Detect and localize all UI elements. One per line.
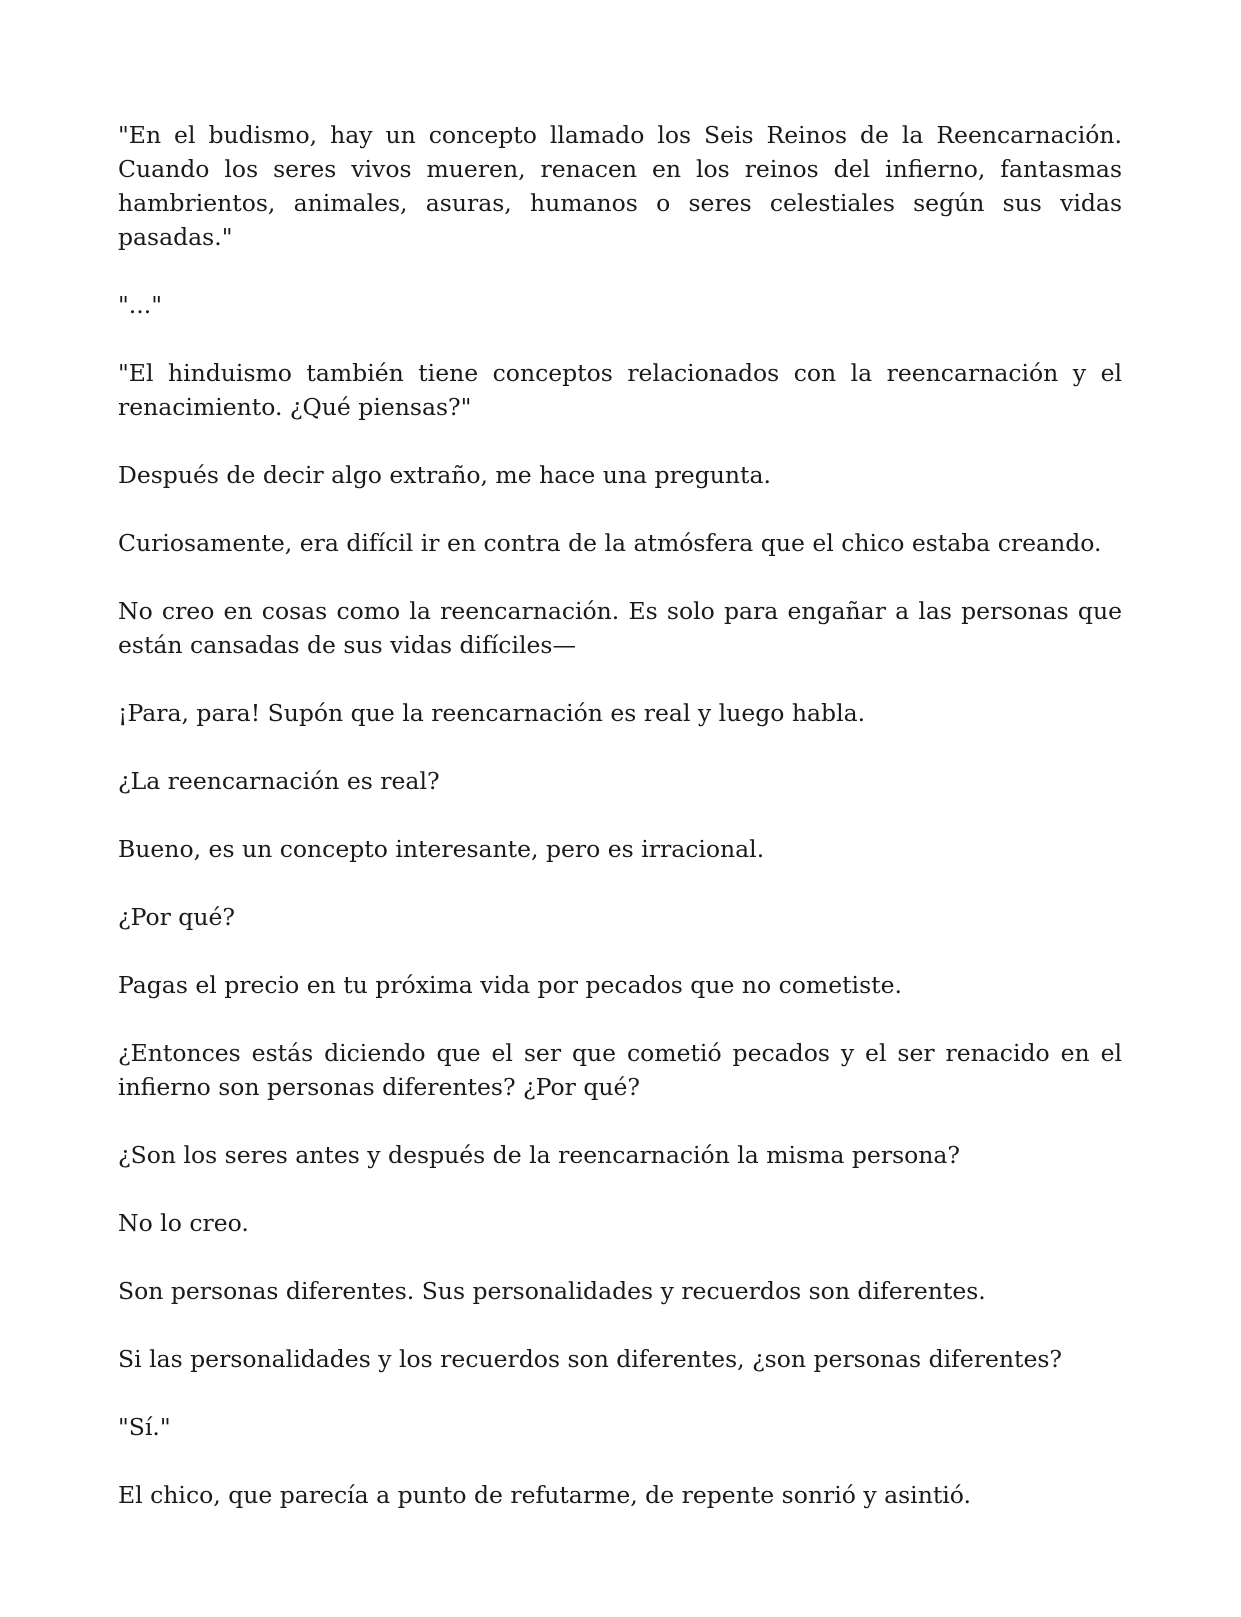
paragraph-18: El chico, que parecía a punto de refutarme, de repente sonrió y asintió. [118,1481,971,1509]
paragraph-6: No creo en cosas como la reencarnación. Es solo para engañar a las personas que están cansadas de sus vidas difíciles— [118,597,1122,659]
paragraph-16: Si las personalidades y los recuerdos son diferentes, ¿son personas diferentes? [118,1345,1063,1373]
paragraph-5: Curiosamente, era difícil ir en contra de la atmósfera que el chico estaba creando. [118,529,1102,557]
paragraph-10: ¿Por qué? [118,903,235,931]
paragraph-15: Son personas diferentes. Sus personalidades y recuerdos son diferentes. [118,1277,986,1305]
paragraph-12: ¿Entonces estás diciendo que el ser que cometió pecados y el ser renacido en el infierno son personas diferentes? ¿Por qué? [118,1039,1122,1101]
paragraph-13: ¿Son los seres antes y después de la reencarnación la misma persona? [118,1141,961,1169]
paragraph-2: "..." [118,291,163,319]
document-page [118,118,1122,1546]
paragraph-1: "En el budismo, hay un concepto llamado los Seis Reinos de la Reencarnación. Cuando los seres vivos mueren, renacen en los reinos del infierno, fantasmas hambrientos, animales, asuras, humanos o seres celestiales según sus vidas pasadas." [118,121,1122,251]
paragraph-17: "Sí." [118,1413,171,1441]
paragraph-8: ¿La reencarnación es real? [118,767,440,795]
paragraph-4: Después de decir algo extraño, me hace una pregunta. [118,461,771,489]
paragraph-11: Pagas el precio en tu próxima vida por pecados que no cometiste. [118,971,902,999]
paragraph-14: No lo creo. [118,1209,249,1237]
paragraph-3: "El hinduismo también tiene conceptos relacionados con la reencarnación y el renacimiento. ¿Qué piensas?" [118,359,1122,421]
paragraph-7: ¡Para, para! Supón que la reencarnación es real y luego habla. [118,699,866,727]
paragraph-9: Bueno, es un concepto interesante, pero es irracional. [118,835,765,863]
